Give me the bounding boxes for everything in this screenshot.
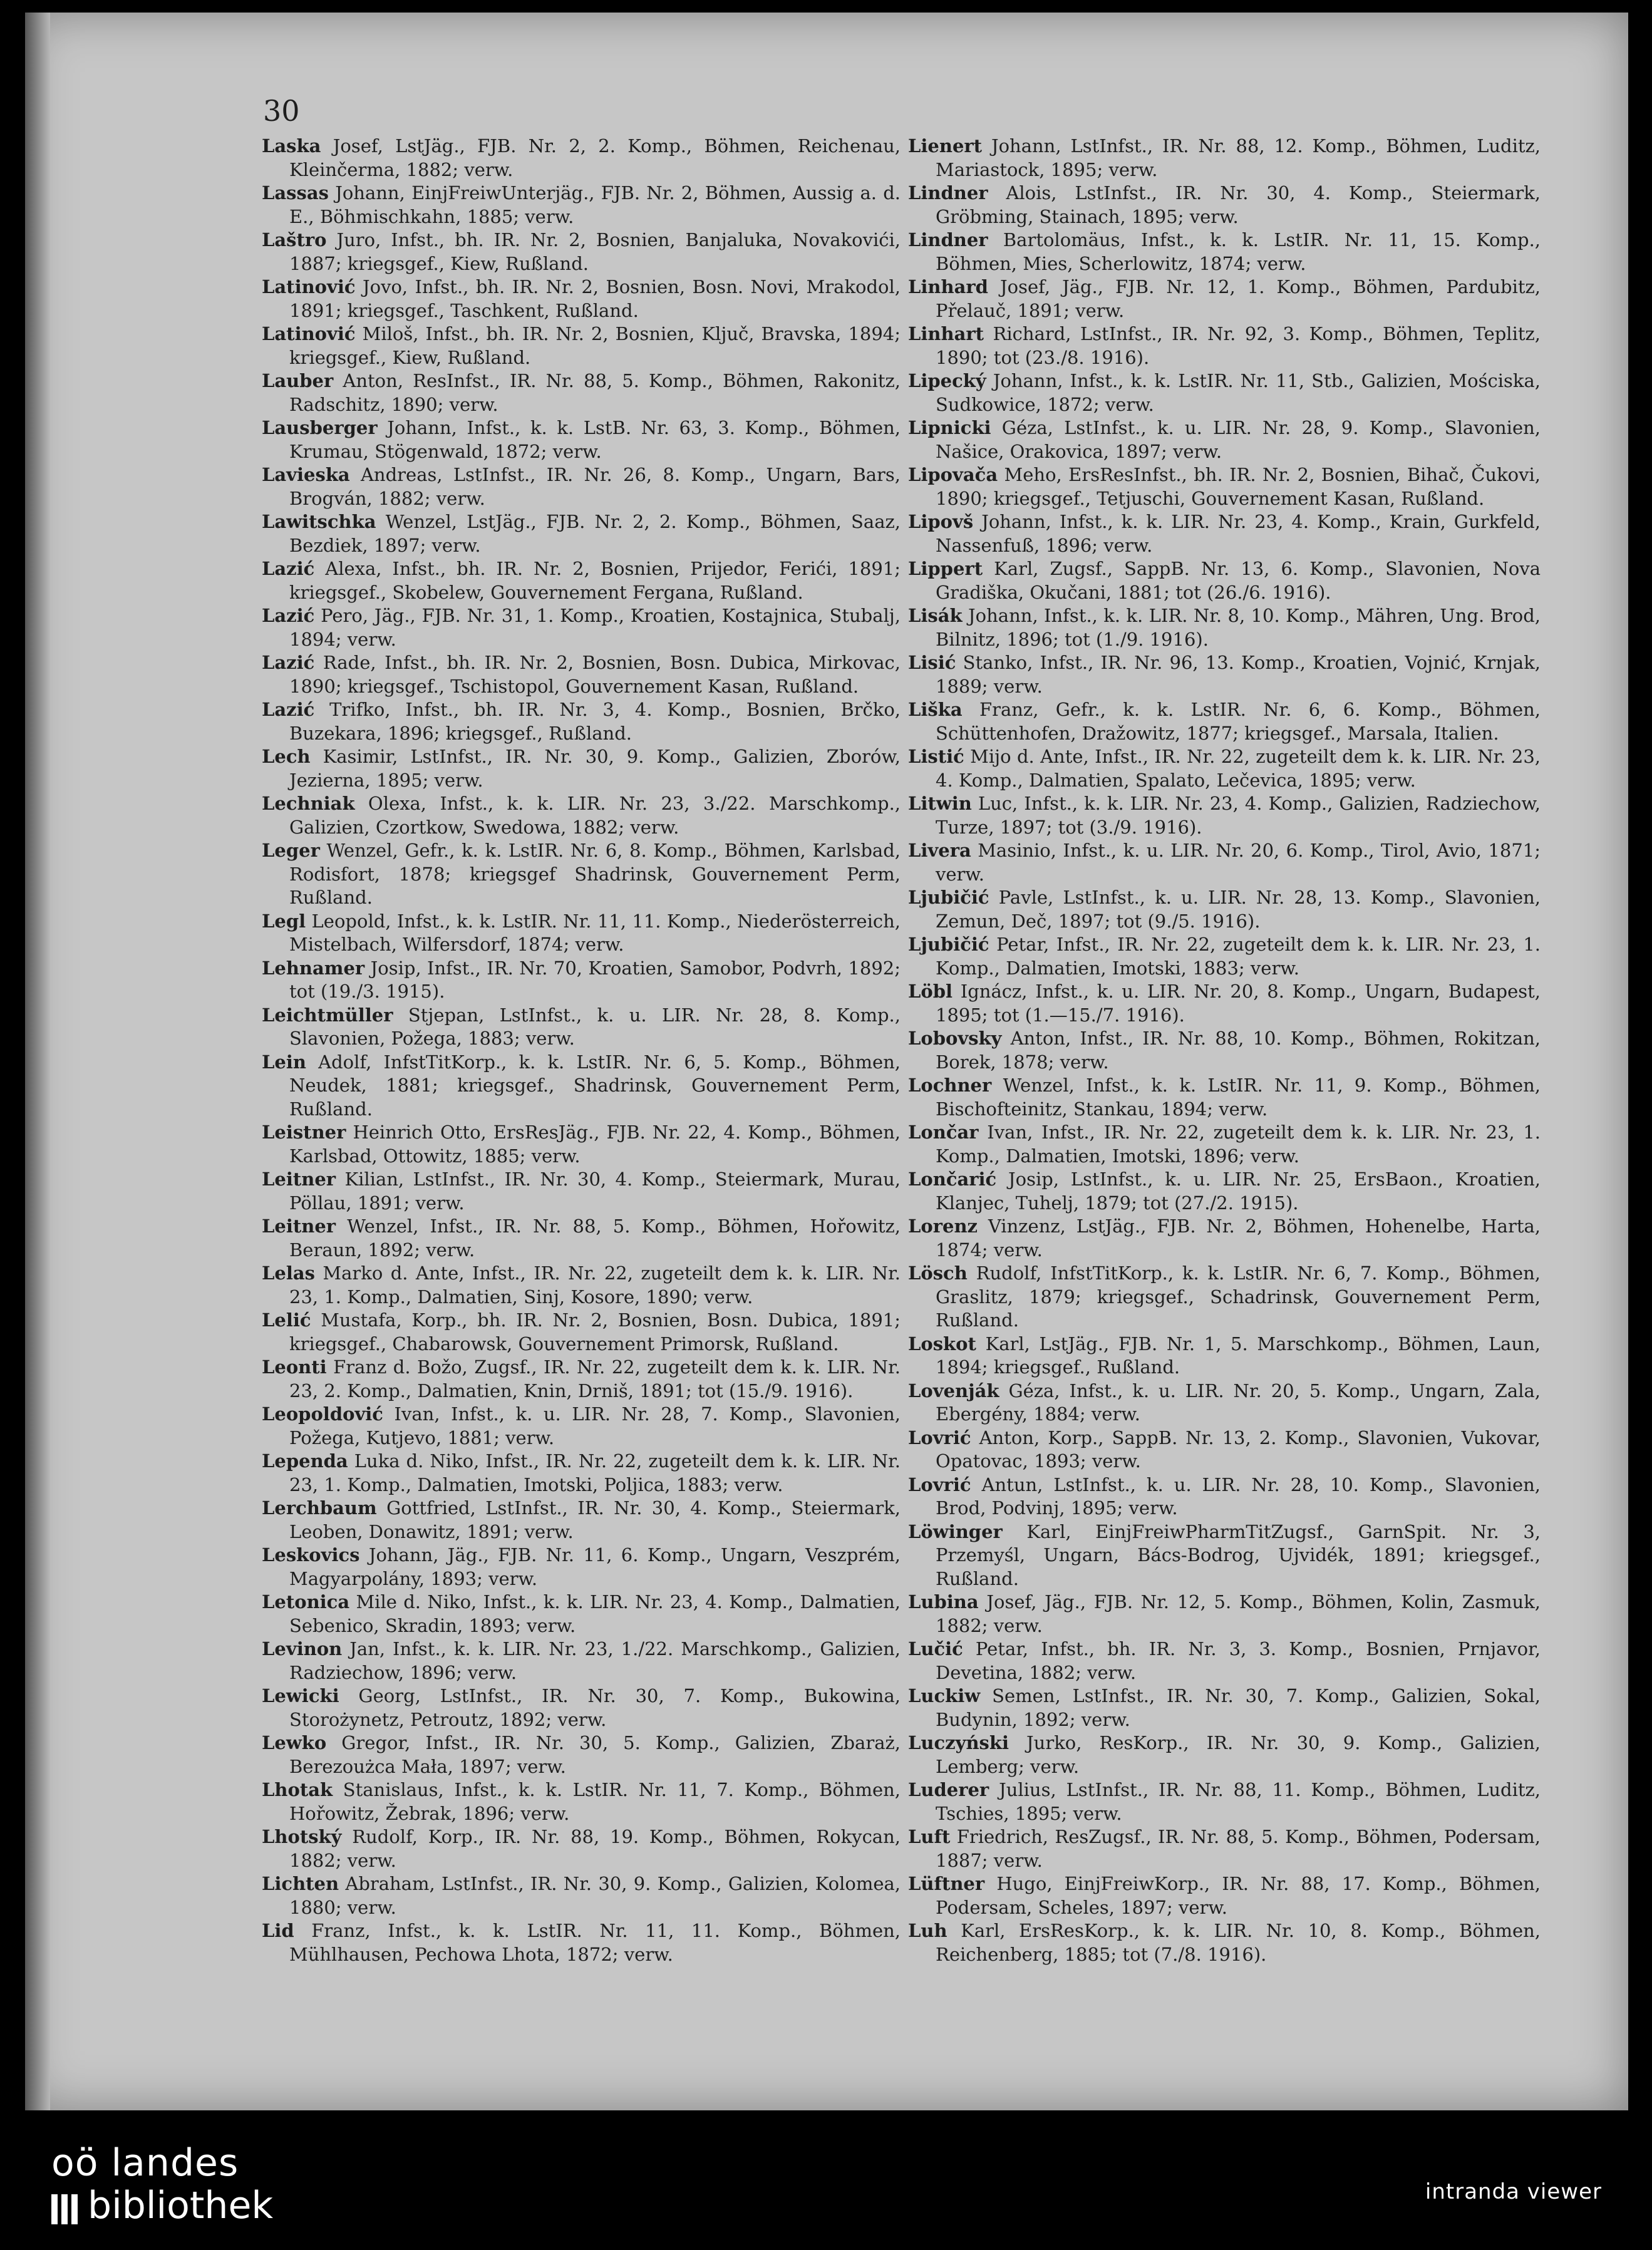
entry-details: Bartolomäus, Infst., k. k. LstIR. Nr. 11, 15. Komp., Böhmen, Mies, Scherlowitz, 1874; verw. <box>936 229 1541 274</box>
entry-surname: Luderer <box>908 1779 989 1800</box>
register-entry <box>908 1591 1541 1638</box>
entry-details: Josef, Jäg., FJB. Nr. 12, 5. Komp., Böhmen, Kolin, Zasmuk, 1882; verw. <box>936 1591 1541 1636</box>
entry-surname: Livera <box>908 840 971 861</box>
logo-text-line2: bibliothek <box>88 2184 274 2227</box>
entry-details: Géza, LstInfst., k. u. LIR. Nr. 28, 9. Komp., Slavonien, Našice, Orakovica, 1897; verw. <box>936 417 1541 462</box>
entry-details: Gregor, Infst., IR. Nr. 30, 5. Komp., Galizien, Zbaraż, Berezoużca Mała, 1897; verw. <box>289 1732 901 1777</box>
entry-surname: Luft <box>908 1826 951 1847</box>
register-entry <box>908 557 1541 604</box>
register-entry <box>908 1685 1541 1731</box>
register-entry <box>908 1215 1541 1262</box>
entry-details: Johann, LstInfst., IR. Nr. 88, 12. Komp., Böhmen, Luditz, Mariastock, 1895; verw. <box>936 135 1541 180</box>
entry-details: Johann, Infst., k. k. LstB. Nr. 63, 3. Komp., Böhmen, Krumau, Stögenwald, 1872; verw. <box>289 417 901 462</box>
entry-details: Adolf, InfstTitKorp., k. k. LstIR. Nr. 6, 5. Komp., Böhmen, Neudek, 1881; kriegsgef., Shadrinsk, Gouvernement Perm, Rußland. <box>289 1051 901 1120</box>
entry-details: Josef, LstJäg., FJB. Nr. 2, 2. Komp., Böhmen, Reichenau, Kleinčerma, 1882; verw. <box>289 135 901 180</box>
entry-details: Franz d. Božo, Zugsf., IR. Nr. 22, zugeteilt dem k. k. LIR. Nr. 23, 2. Komp., Dalmatien, Knin, Drniš, 1891; tot (15./9. 1916). <box>289 1356 901 1401</box>
entry-details: Meho, ErsResInfst., bh. IR. Nr. 2, Bosnien, Bihač, Čukovi, 1890; kriegsgef., Tetjuschi, Gouvernement Kasan, Rußland. <box>936 464 1541 509</box>
entry-surname: Luczyński <box>908 1732 1009 1753</box>
entry-details: Mijo d. Ante, Infst., IR. Nr. 22, zugeteilt dem k. k. LIR. Nr. 23, 4. Komp., Dalmatien, Spalato, Lečevica, 1895; verw. <box>936 746 1541 791</box>
entry-surname: Lerchbaum <box>262 1497 377 1519</box>
entry-surname: Lichten <box>262 1873 339 1894</box>
register-entry <box>908 1427 1541 1473</box>
register-entry <box>262 323 901 369</box>
register-entry <box>908 886 1541 933</box>
entry-surname: Ljubičić <box>908 887 989 908</box>
register-entry <box>262 1121 901 1168</box>
register-entry <box>908 1333 1541 1380</box>
register-entry <box>908 1121 1541 1168</box>
register-entry <box>262 182 901 229</box>
entry-details: Anton, Infst., IR. Nr. 88, 10. Komp., Böhmen, Rokitzan, Borek, 1878; verw. <box>936 1028 1541 1073</box>
register-entry <box>908 135 1541 182</box>
entry-details: Ignácz, Infst., k. u. LIR. Nr. 20, 8. Komp., Ungarn, Budapest, 1895; tot (1.—15./7. 1916). <box>936 981 1541 1026</box>
entry-surname: Lipnicki <box>908 417 991 438</box>
register-entry <box>262 1309 901 1356</box>
entry-surname: Luckiw <box>908 1685 981 1706</box>
entry-surname: Löwinger <box>908 1520 1003 1542</box>
register-entry <box>908 1731 1541 1778</box>
register-entry <box>262 463 901 510</box>
entry-surname: Loskot <box>908 1333 976 1355</box>
register-entry <box>908 651 1541 698</box>
entry-surname: Lončar <box>908 1122 979 1143</box>
entry-details: Wenzel, LstJäg., FJB. Nr. 2, 2. Komp., Böhmen, Saaz, Bezdiek, 1897; verw. <box>289 511 901 556</box>
entry-surname: Lovrić <box>908 1473 971 1495</box>
register-entry <box>908 1778 1541 1825</box>
entry-surname: Lhotak <box>262 1779 333 1800</box>
logo-bars-icon <box>51 2191 81 2221</box>
entry-surname: Leonti <box>262 1356 327 1378</box>
register-entry <box>908 229 1541 276</box>
entry-details: Kilian, LstInfst., IR. Nr. 30, 4. Komp., Steiermark, Murau, Pöllau, 1891; verw. <box>289 1169 901 1214</box>
entry-surname: Lipecký <box>908 370 986 391</box>
register-entry <box>908 369 1541 416</box>
entry-surname: Lausberger <box>262 417 378 438</box>
entry-details: Anton, ResInfst., IR. Nr. 88, 5. Komp., Böhmen, Rakonitz, Radschitz, 1890; verw. <box>289 370 901 415</box>
register-entry <box>262 792 901 839</box>
register-entry <box>908 604 1541 651</box>
entry-surname: Lisák <box>908 605 963 626</box>
entry-details: Leopold, Infst., k. k. LstIR. Nr. 11, 11. Komp., Niederösterreich, Mistelbach, Wilfersdorf, 1874; verw. <box>289 910 901 955</box>
entry-surname: Lependa <box>262 1450 348 1472</box>
entry-surname: Lösch <box>908 1262 968 1284</box>
entry-surname: Leitner <box>262 1215 336 1237</box>
register-entry <box>908 1872 1541 1919</box>
entry-details: Stanislaus, Infst., k. k. LstIR. Nr. 11, 7. Komp., Böhmen, Hořowitz, Žebrak, 1896; verw. <box>289 1779 901 1824</box>
register-entry <box>262 1262 901 1309</box>
register-entry <box>908 698 1541 745</box>
entry-details: Gottfried, LstInfst., IR. Nr. 30, 4. Komp., Steiermark, Leoben, Donawitz, 1891; verw. <box>289 1497 901 1542</box>
register-entry <box>908 276 1541 323</box>
entry-surname: Lewko <box>262 1732 327 1753</box>
entry-surname: Letonica <box>262 1591 350 1613</box>
entry-details: Olexa, Infst., k. k. LIR. Nr. 23, 3./22. Marschkomp., Galizien, Czortkow, Swedowa, 1882; verw. <box>289 793 901 838</box>
entry-details: Abraham, LstInfst., IR. Nr. 30, 9. Komp., Galizien, Kolomea, 1880; verw. <box>289 1873 901 1918</box>
entry-surname: Lauber <box>262 370 334 391</box>
entry-details: Anton, Korp., SappB. Nr. 13, 2. Komp., Slavonien, Vukovar, Opatovac, 1893; verw. <box>936 1427 1541 1472</box>
entry-surname: Lazić <box>262 699 315 720</box>
register-entry <box>262 369 901 416</box>
entry-surname: Lovenják <box>908 1380 999 1401</box>
entry-details: Andreas, LstInfst., IR. Nr. 26, 8. Komp., Ungarn, Bars, Brogván, 1882; verw. <box>289 464 901 509</box>
entry-details: Petar, Infst., bh. IR. Nr. 3, 3. Komp., Bosnien, Prnjavor, Devetina, 1882; verw. <box>936 1638 1541 1683</box>
register-entry <box>262 510 901 557</box>
register-entry <box>908 839 1541 886</box>
entry-surname: Lochner <box>908 1075 992 1096</box>
entry-details: Georg, LstInfst., IR. Nr. 30, 7. Komp., Bukowina, Storożynetz, Petroutz, 1892; verw. <box>289 1685 901 1730</box>
left-column <box>262 135 901 1966</box>
entry-details: Géza, Infst., k. u. LIR. Nr. 20, 5. Komp., Ungarn, Zala, Ebergény, 1884; verw. <box>936 1380 1541 1425</box>
entry-surname: Lewicki <box>262 1685 339 1706</box>
page-binding-edge <box>25 13 50 2110</box>
register-entry <box>262 1544 901 1591</box>
entry-surname: Lindner <box>908 182 988 204</box>
entry-details: Pero, Jäg., FJB. Nr. 31, 1. Komp., Kroatien, Kostajnica, Stubalj, 1894; verw. <box>289 605 901 650</box>
entry-details: Petar, Infst., IR. Nr. 22, zugeteilt dem k. k. LIR. Nr. 23, 1. Komp., Dalmatien, Imotski, 1883; verw. <box>936 934 1541 979</box>
entry-details: Luc, Infst., k. k. LIR. Nr. 23, 4. Komp., Galizien, Radziechow, Turze, 1897; tot (3./9. 1916). <box>936 793 1541 838</box>
entry-details: Trifko, Infst., bh. IR. Nr. 3, 4. Komp., Bosnien, Brčko, Buzekara, 1896; kriegsgef., Rußland. <box>289 699 901 744</box>
entry-surname: Lelić <box>262 1309 311 1331</box>
entry-surname: Lovrić <box>908 1427 971 1448</box>
entry-details: Johann, EinjFreiwUnterjäg., FJB. Nr. 2, Böhmen, Aussig a. d. E., Böhmischkahn, 1885; verw. <box>289 182 901 227</box>
entry-details: Julius, LstInfst., IR. Nr. 88, 11. Komp., Böhmen, Luditz, Tschies, 1895; verw. <box>936 1779 1541 1824</box>
entry-surname: Lazić <box>262 605 315 626</box>
register-entry <box>262 651 901 698</box>
entry-surname: Litwin <box>908 793 972 814</box>
entry-surname: Lhotský <box>262 1826 342 1847</box>
entry-surname: Lech <box>262 746 311 767</box>
entry-surname: Luh <box>908 1920 947 1941</box>
entry-surname: Lipovača <box>908 464 998 485</box>
entry-surname: Levinon <box>262 1638 343 1659</box>
entry-surname: Leistner <box>262 1122 346 1143</box>
entry-details: Semen, LstInfst., IR. Nr. 30, 7. Komp., Galizien, Sokal, Budynin, 1892; verw. <box>936 1685 1541 1730</box>
entry-surname: Ljubičić <box>908 934 989 955</box>
entry-details: Pavle, LstInfst., k. u. LIR. Nr. 28, 13. Komp., Slavonien, Zemun, Deč, 1897; tot (9./5. 1916). <box>936 887 1541 932</box>
entry-details: Vinzenz, LstJäg., FJB. Nr. 2, Böhmen, Hohenelbe, Harta, 1874; verw. <box>936 1215 1541 1261</box>
entry-surname: Leskovics <box>262 1544 360 1566</box>
entry-surname: Lüftner <box>908 1873 985 1894</box>
entry-surname: Lazić <box>262 652 315 673</box>
entry-details: Marko d. Ante, Infst., IR. Nr. 22, zugeteilt dem k. k. LIR. Nr. 23, 1. Komp., Dalmatien, Sinj, Kosore, 1890; verw. <box>289 1262 901 1308</box>
register-entry <box>908 416 1541 463</box>
entry-details: Johann, Infst., k. k. LIR. Nr. 8, 10. Komp., Mähren, Ung. Brod, Bilnitz, 1896; tot (1./9. 1916). <box>936 605 1541 650</box>
entry-details: Alois, LstInfst., IR. Nr. 30, 4. Komp., Steiermark, Gröbming, Stainach, 1895; verw. <box>936 182 1541 227</box>
register-entry <box>908 933 1541 980</box>
logo-text-line1: oö landes <box>51 2141 239 2185</box>
entry-details: Rudolf, Korp., IR. Nr. 88, 19. Komp., Böhmen, Rokycan, 1882; verw. <box>289 1826 901 1871</box>
register-entry <box>262 745 901 792</box>
right-column <box>908 135 1541 1966</box>
entry-surname: Lein <box>262 1051 306 1073</box>
entry-details: Friedrich, ResZugsf., IR. Nr. 88, 5. Komp., Böhmen, Podersam, 1887; verw. <box>936 1826 1541 1871</box>
entry-details: Karl, ErsResKorp., k. k. LIR. Nr. 10, 8. Komp., Böhmen, Reichenberg, 1885; tot (7./8. 1916). <box>936 1920 1541 1965</box>
entry-details: Jurko, ResKorp., IR. Nr. 30, 9. Komp., Galizien, Lemberg; verw. <box>936 1732 1541 1777</box>
entry-details: Stanko, Infst., IR. Nr. 96, 13. Komp., Kroatien, Vojnić, Krnjak, 1889; verw. <box>936 652 1541 697</box>
entry-details: Kasimir, LstInfst., IR. Nr. 30, 9. Komp., Galizien, Zborów, Jezierna, 1895; verw. <box>289 746 901 791</box>
entry-surname: Lehnamer <box>262 957 365 979</box>
entry-details: Jovo, Infst., bh. IR. Nr. 2, Bosnien, Bosn. Novi, Mrakodol, 1891; kriegsgef., Taschkent, Rußland. <box>289 276 901 321</box>
entry-surname: Linhart <box>908 323 984 344</box>
register-entry <box>262 1004 901 1051</box>
entry-surname: Lavieska <box>262 464 350 485</box>
entry-details: Mile d. Niko, Infst., k. k. LIR. Nr. 23, 4. Komp., Dalmatien, Sebenico, Skradin, 1893; verw. <box>289 1591 901 1636</box>
register-entry <box>262 1051 901 1122</box>
entry-details: Franz, Infst., k. k. LstIR. Nr. 11, 11. Komp., Böhmen, Mühlhausen, Pechowa Lhota, 1872; verw. <box>289 1920 901 1965</box>
register-entry <box>262 1919 901 1966</box>
entry-details: Luka d. Niko, Infst., IR. Nr. 22, zugeteilt dem k. k. LIR. Nr. 23, 1. Komp., Dalmatien, Imotski, Poljica, 1883; verw. <box>289 1450 901 1495</box>
entry-surname: Laštro <box>262 229 327 250</box>
entry-details: Mustafa, Korp., bh. IR. Nr. 2, Bosnien, Bosn. Dubica, 1891; kriegsgef., Chabarowsk, Gouvernement Primorsk, Rußland. <box>289 1309 901 1355</box>
register-entry <box>262 1638 901 1685</box>
register-entry <box>262 1825 901 1872</box>
entry-surname: Listić <box>908 746 964 767</box>
entry-details: Juro, Infst., bh. IR. Nr. 2, Bosnien, Banjaluka, Novakovići, 1887; kriegsgef., Kiew, Rußland. <box>289 229 901 274</box>
entry-details: Masinio, Infst., k. u. LIR. Nr. 20, 6. Komp., Tirol, Avio, 1871; verw. <box>936 840 1541 885</box>
entry-surname: Lindner <box>908 229 988 250</box>
register-entry <box>908 1638 1541 1685</box>
register-entry <box>262 1731 901 1778</box>
register-entry <box>908 792 1541 839</box>
entry-surname: Laska <box>262 135 321 157</box>
register-entry <box>262 229 901 276</box>
entry-surname: Lisić <box>908 652 956 673</box>
viewer-footer <box>0 2117 1652 2250</box>
entry-details: Karl, EinjFreiwPharmTitZugsf., GarnSpit. Nr. 3, Przemyśl, Ungarn, Bács-Bodrog, Ujvidék, 1891; kriegsgef., Rußland. <box>936 1520 1541 1589</box>
entry-details: Wenzel, Infst., IR. Nr. 88, 5. Komp., Böhmen, Hořowitz, Beraun, 1892; verw. <box>289 1215 901 1261</box>
register-entry <box>908 1074 1541 1121</box>
entry-details: Johann, Jäg., FJB. Nr. 11, 6. Komp., Ungarn, Veszprém, Magyarpolány, 1893; verw. <box>289 1544 901 1589</box>
register-entry <box>262 957 901 1004</box>
entry-details: Ivan, Infst., IR. Nr. 22, zugeteilt dem k. k. LIR. Nr. 23, 1. Komp., Dalmatien, Imotski, 1896; verw. <box>936 1122 1541 1167</box>
register-entry <box>262 1778 901 1825</box>
register-entry <box>262 839 901 910</box>
entry-surname: Linhard <box>908 276 988 297</box>
register-entry <box>262 276 901 323</box>
register-entry <box>262 135 901 182</box>
entry-surname: Leopoldović <box>262 1403 383 1425</box>
register-entry <box>262 1872 901 1919</box>
entry-details: Antun, LstInfst., k. u. LIR. Nr. 28, 10. Komp., Slavonien, Brod, Podvinj, 1895; verw. <box>936 1473 1541 1519</box>
register-entry <box>262 698 901 745</box>
entry-surname: Lončarić <box>908 1169 997 1190</box>
register-entry <box>908 463 1541 510</box>
register-entry <box>262 557 901 604</box>
entry-details: Johann, Infst., k. k. LstIR. Nr. 11, Stb., Galizien, Mościska, Sudkowice, 1872; verw. <box>936 370 1541 415</box>
register-entry <box>262 910 901 957</box>
entry-surname: Lubina <box>908 1591 979 1613</box>
register-entry <box>262 416 901 463</box>
library-logo[interactable] <box>51 2142 273 2227</box>
register-entry <box>908 510 1541 557</box>
entry-surname: Lechniak <box>262 793 355 814</box>
entry-surname: Lučić <box>908 1638 963 1659</box>
entry-surname: Lorenz <box>908 1215 978 1237</box>
entry-details: Franz, Gefr., k. k. LstIR. Nr. 6, 6. Komp., Böhmen, Schüttenhofen, Dražowitz, 1877; kriegsgef., Marsala, Italien. <box>936 699 1541 744</box>
entry-surname: Legl <box>262 910 306 932</box>
register-entry <box>908 1262 1541 1333</box>
register-entry <box>262 1356 901 1403</box>
register-entry <box>908 1825 1541 1872</box>
entry-details: Wenzel, Gefr., k. k. LstIR. Nr. 6, 8. Komp., Böhmen, Karlsbad, Rodisfort, 1878; kriegsgef Shadrinsk, Gouvernement Perm, Rußland. <box>289 840 901 908</box>
entry-details: Alexa, Infst., bh. IR. Nr. 2, Bosnien, Prijedor, Ferići, 1891; kriegsgef., Skobelew, Gouvernement Fergana, Rußland. <box>289 558 901 603</box>
register-entry <box>262 1497 901 1544</box>
entry-details: Josip, Infst., IR. Nr. 70, Kroatien, Samobor, Podvrh, 1892; tot (19./3. 1915). <box>289 957 901 1002</box>
entry-surname: Leger <box>262 840 320 861</box>
page-number: 30 <box>263 94 300 128</box>
register-entry <box>908 1168 1541 1215</box>
entry-surname: Lid <box>262 1920 294 1941</box>
entry-details: Miloš, Infst., bh. IR. Nr. 2, Bosnien, Ključ, Bravska, 1894; kriegsgef., Kiew, Rußland. <box>289 323 901 368</box>
register-entry <box>908 1380 1541 1427</box>
entry-details: Karl, LstJäg., FJB. Nr. 1, 5. Marschkomp., Böhmen, Laun, 1894; kriegsgef., Rußland. <box>936 1333 1541 1378</box>
register-entry <box>262 1168 901 1215</box>
viewer-brand-label: intranda viewer <box>1425 2179 1602 2204</box>
entry-details: Josip, LstInfst., k. u. LIR. Nr. 25, ErsBaon., Kroatien, Klanjec, Tuhelj, 1879; tot (27./2. 1915). <box>936 1169 1541 1214</box>
entry-surname: Lippert <box>908 558 983 579</box>
register-entry <box>262 604 901 651</box>
entry-surname: Lassas <box>262 182 329 204</box>
register-entry <box>262 1403 901 1450</box>
entry-details: Johann, Infst., k. k. LIR. Nr. 23, 4. Komp., Krain, Gurkfeld, Nassenfuß, 1896; verw. <box>936 511 1541 556</box>
entry-details: Hugo, EinjFreiwKorp., IR. Nr. 88, 17. Komp., Böhmen, Podersam, Scheles, 1897; verw. <box>936 1873 1541 1918</box>
entry-surname: Latinović <box>262 323 356 344</box>
register-entry <box>908 745 1541 792</box>
entry-details: Richard, LstInfst., IR. Nr. 92, 3. Komp., Böhmen, Teplitz, 1890; tot (23./8. 1916). <box>936 323 1541 368</box>
entry-surname: Lazić <box>262 558 315 579</box>
entry-surname: Lawitschka <box>262 511 376 532</box>
register-entry <box>908 1473 1541 1520</box>
entry-surname: Lienert <box>908 135 983 157</box>
entry-details: Rade, Infst., bh. IR. Nr. 2, Bosnien, Bosn. Dubica, Mirkovac, 1890; kriegsgef., Tschistopol, Gouvernement Kasan, Rußland. <box>289 652 901 697</box>
entry-details: Jan, Infst., k. k. LIR. Nr. 23, 1./22. Marschkomp., Galizien, Radziechow, 1896; verw. <box>289 1638 901 1683</box>
register-entry <box>908 182 1541 229</box>
register-entry <box>908 1520 1541 1591</box>
register-entry <box>908 1027 1541 1074</box>
register-entry <box>908 1919 1541 1966</box>
entry-details: Ivan, Infst., k. u. LIR. Nr. 28, 7. Komp., Slavonien, Požega, Kutjevo, 1881; verw. <box>289 1403 901 1448</box>
entry-details: Karl, Zugsf., SappB. Nr. 13, 6. Komp., Slavonien, Nova Gradiška, Okučani, 1881; tot (26./6. 1916). <box>936 558 1541 603</box>
entry-surname: Liška <box>908 699 963 720</box>
entry-surname: Lipovš <box>908 511 974 532</box>
register-entry <box>908 980 1541 1027</box>
entry-details: Heinrich Otto, ErsResJäg., FJB. Nr. 22, 4. Komp., Böhmen, Karlsbad, Ottowitz, 1885; verw. <box>289 1122 901 1167</box>
entry-surname: Latinović <box>262 276 356 297</box>
entry-details: Stjepan, LstInfst., k. u. LIR. Nr. 28, 8. Komp., Slavonien, Požega, 1883; verw. <box>289 1004 901 1049</box>
entry-surname: Lelas <box>262 1262 315 1284</box>
register-entry <box>262 1450 901 1497</box>
logo-line2 <box>51 2184 273 2227</box>
register-entry <box>262 1685 901 1731</box>
entry-details: Rudolf, InfstTitKorp., k. k. LstIR. Nr. 6, 7. Komp., Böhmen, Graslitz, 1879; kriegsgef., Schadrinsk, Gouvernement Perm, Rußland. <box>936 1262 1541 1331</box>
entry-surname: Leichtmüller <box>262 1004 393 1026</box>
register-entry <box>262 1215 901 1262</box>
entry-surname: Löbl <box>908 981 953 1002</box>
entry-details: Wenzel, Infst., k. k. LstIR. Nr. 11, 9. Komp., Böhmen, Bischofteinitz, Stankau, 1894; verw. <box>936 1075 1541 1120</box>
entry-surname: Lobovsky <box>908 1028 1002 1049</box>
entry-surname: Leitner <box>262 1169 336 1190</box>
entry-details: Josef, Jäg., FJB. Nr. 12, 1. Komp., Böhmen, Pardubitz, Přelauč, 1891; verw. <box>936 276 1541 321</box>
register-entry <box>262 1591 901 1638</box>
register-entry <box>908 323 1541 369</box>
